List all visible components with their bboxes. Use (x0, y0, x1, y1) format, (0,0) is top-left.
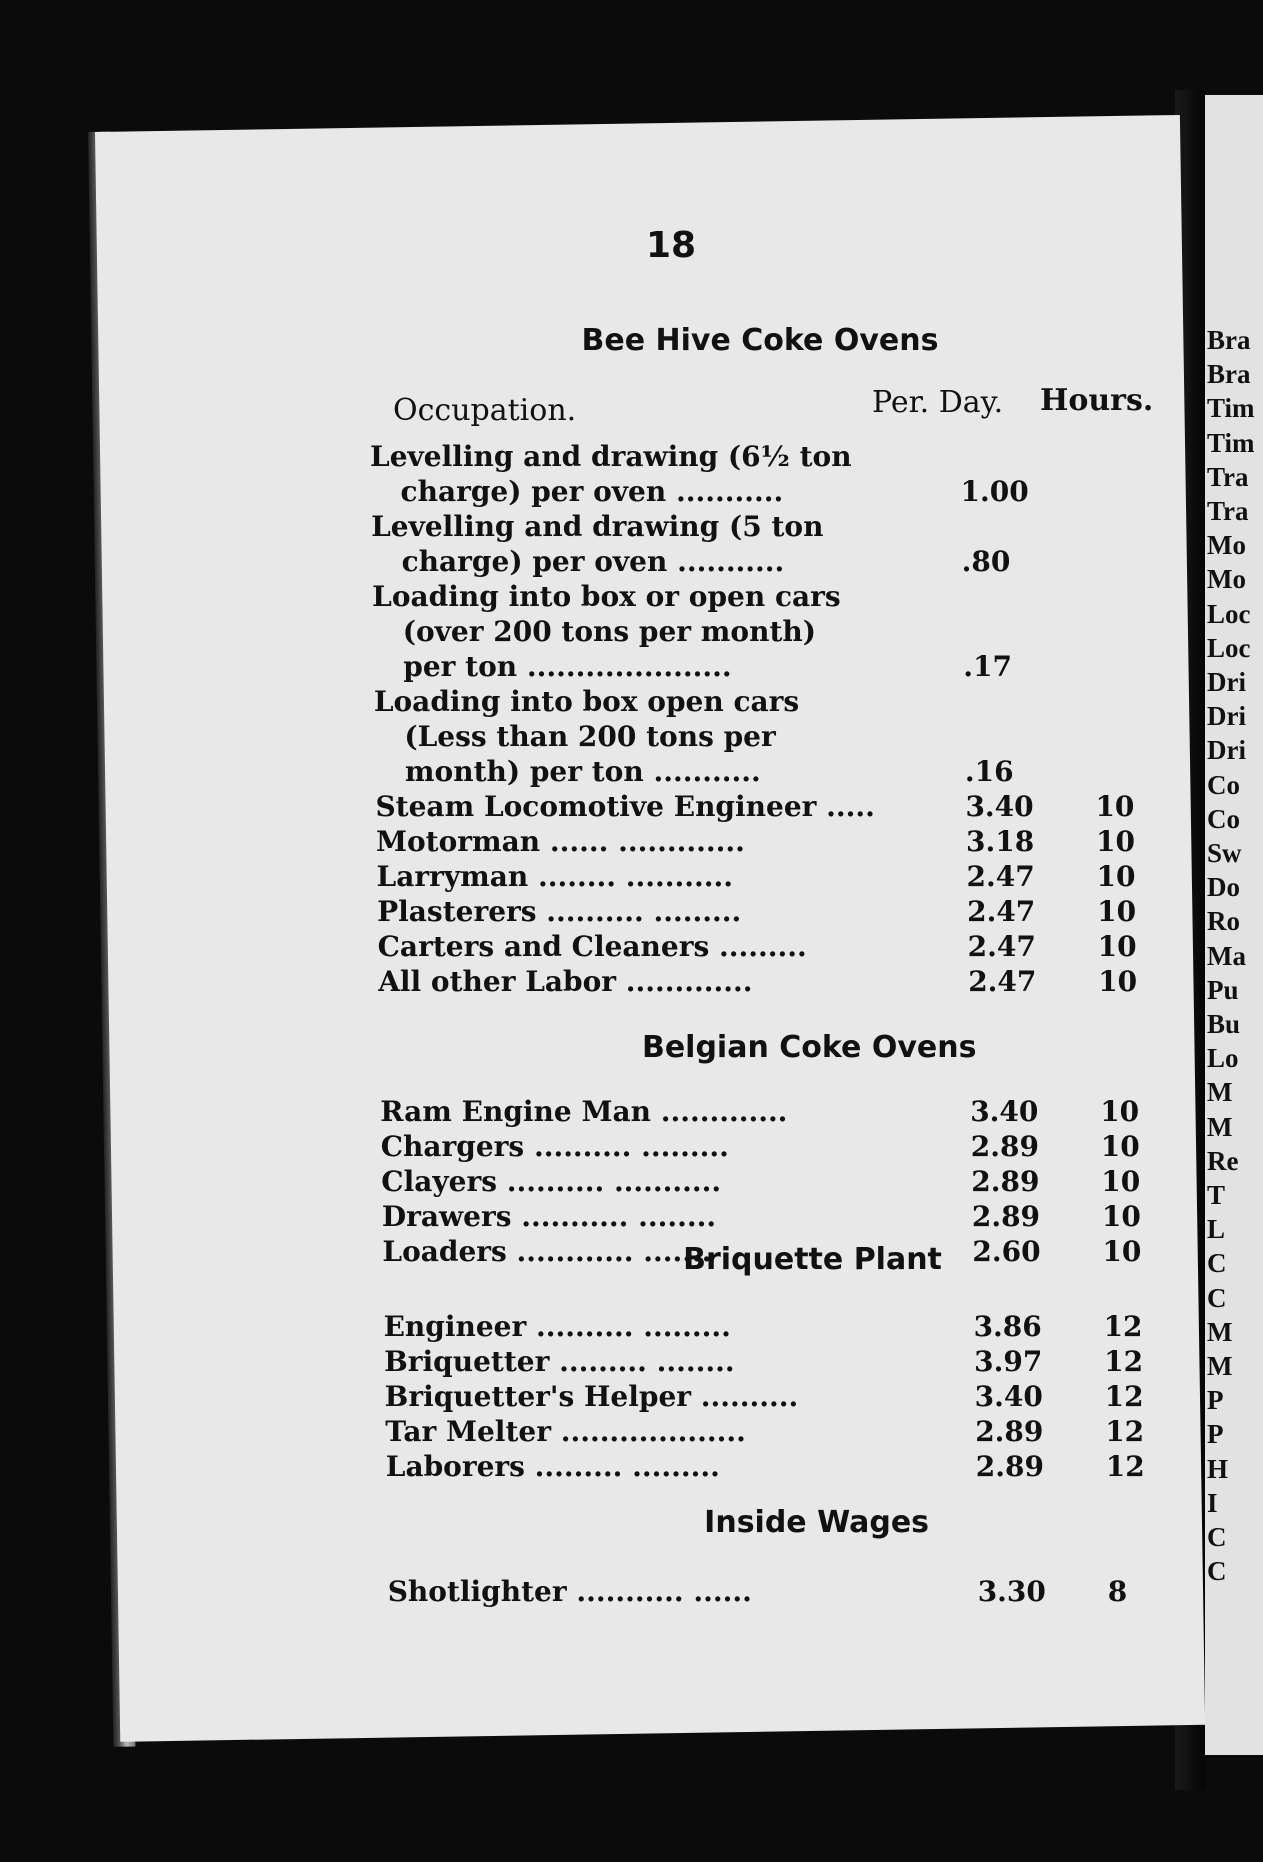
table-row (403, 650, 1203, 684)
table-row (378, 930, 1178, 964)
occupation-label: Tar Melter ................... (385, 1415, 746, 1448)
table-row (381, 1165, 1181, 1199)
rate-per-day: 2.47 (967, 930, 1036, 963)
table-row (381, 1130, 1181, 1164)
rate-per-day: 3.97 (974, 1345, 1043, 1378)
column-header-occupation: Occupation. (393, 393, 577, 428)
rate-per-day: 2.89 (975, 1450, 1044, 1483)
table-row (401, 475, 1201, 509)
facing-page-fragment: Loc (1207, 598, 1251, 629)
occupation-label: Clayers .......... ........... (381, 1165, 722, 1198)
table-row (385, 1380, 1185, 1414)
hours-per-day: 10 (1097, 895, 1137, 928)
occupation-label: Motorman ...... ............. (376, 825, 745, 858)
section-title: Inside Wages (704, 1505, 930, 1540)
facing-page-fragment: Mo (1207, 564, 1246, 595)
occupation-label: Carters and Cleaners ......... (377, 930, 807, 963)
facing-page-fragment: M (1207, 1316, 1233, 1347)
hours-per-day: 10 (1101, 1200, 1141, 1233)
page-number: 18 (645, 225, 697, 266)
hours-per-day: 10 (1098, 965, 1138, 998)
table-row (403, 615, 1203, 649)
rate-per-day: 3.18 (966, 825, 1035, 858)
facing-page-fragment: Sw (1207, 838, 1242, 868)
occupation-label: month) per ton ........... (404, 755, 761, 788)
table-row (405, 755, 1205, 789)
occupation-label: charge) per oven ........... (401, 545, 785, 578)
hours-per-day: 10 (1095, 790, 1135, 823)
facing-page-fragment: Loc (1207, 632, 1251, 663)
table-row (372, 580, 1172, 614)
facing-page-fragment: Dri (1207, 735, 1246, 766)
table-row (404, 720, 1204, 754)
facing-page-fragment: H (1207, 1453, 1229, 1484)
occupation-label: Drawers ........... ........ (381, 1200, 717, 1233)
occupation-label: Loaders ............ ....... (382, 1235, 712, 1268)
occupation-label: Loading into box or open cars (372, 580, 841, 613)
facing-page-fragment: M (1207, 1111, 1233, 1142)
facing-page-fragment: Co (1207, 803, 1240, 834)
occupation-label: Briquetter's Helper .......... (384, 1380, 799, 1413)
facing-page-fragment: C (1207, 1248, 1227, 1279)
rate-per-day: 2.47 (967, 895, 1036, 928)
rate-per-day: 3.40 (970, 1095, 1039, 1128)
facing-page-fragment: Bu (1207, 1009, 1241, 1039)
facing-page-fragment: C (1207, 1522, 1227, 1552)
occupation-label: Briquetter ......... ........ (384, 1345, 735, 1378)
occupation-label: per ton ..................... (403, 650, 732, 683)
rate-per-day: 2.89 (971, 1200, 1041, 1233)
hours-per-day: 8 (1107, 1575, 1128, 1608)
facing-page-fragment: P (1207, 1385, 1224, 1416)
table-row (380, 1095, 1180, 1129)
hours-per-day: 12 (1105, 1450, 1145, 1483)
table-row (377, 895, 1177, 929)
hours-per-day: 12 (1104, 1345, 1144, 1378)
rate-per-day: 2.89 (975, 1415, 1044, 1448)
facing-page-fragment: L (1207, 1214, 1226, 1245)
facing-page-fragment: Tim (1207, 393, 1255, 424)
hours-per-day: 10 (1097, 930, 1137, 963)
occupation-label: Chargers .......... ......... (380, 1130, 729, 1163)
table-row (388, 1575, 1188, 1609)
table-row (386, 1450, 1186, 1484)
table-row (384, 1345, 1184, 1379)
occupation-label: Ram Engine Man ............. (380, 1095, 788, 1128)
facing-page-fragment: Tim (1207, 427, 1255, 458)
facing-page-fragment: Tra (1207, 496, 1249, 526)
facing-page-fragment: C (1207, 1282, 1227, 1313)
occupation-label: Plasterers .......... ......... (377, 895, 742, 928)
rate-per-day: 2.60 (972, 1235, 1041, 1268)
occupation-label: Shotlighter ........... ...... (387, 1575, 752, 1608)
rate-per-day: .16 (964, 755, 1014, 788)
rate-per-day: 3.86 (973, 1310, 1042, 1343)
table-row (382, 1200, 1182, 1234)
hours-per-day: 10 (1101, 1165, 1141, 1198)
facing-page-fragment: Mo (1207, 530, 1246, 561)
occupation-label: All other Labor ............. (378, 965, 753, 998)
occupation-label: (Less than 200 tons per (404, 720, 776, 753)
facing-page-fragment: Ro (1207, 906, 1240, 937)
occupation-label: Steam Locomotive Engineer ..... (375, 790, 875, 823)
section-title: Briquette Plant (683, 1242, 942, 1277)
rate-per-day: .17 (963, 650, 1012, 683)
facing-page-fragment: Pu (1207, 974, 1239, 1005)
hours-per-day: 10 (1100, 1095, 1140, 1128)
facing-page-fragment: Co (1207, 769, 1240, 800)
table-row (377, 860, 1177, 894)
occupation-label: (over 200 tons per month) (402, 615, 816, 648)
facing-page-fragment: M (1207, 1077, 1233, 1108)
occupation-label: charge) per oven ........... (400, 475, 784, 508)
facing-page-fragment: Do (1207, 872, 1240, 903)
table-row (371, 510, 1171, 544)
rate-per-day: 2.47 (966, 860, 1035, 893)
facing-page-fragment: Lo (1207, 1043, 1239, 1074)
facing-page-fragment: M (1207, 1351, 1233, 1381)
rate-per-day: 1.00 (960, 475, 1029, 508)
table-row (385, 1415, 1185, 1449)
facing-page (1205, 95, 1263, 1755)
rate-per-day: 2.89 (970, 1130, 1039, 1163)
table-row (376, 825, 1176, 859)
facing-page-fragment: Dri (1207, 667, 1246, 697)
table-row (375, 790, 1175, 824)
table-row (374, 685, 1174, 719)
facing-page-fragment: C (1207, 1556, 1227, 1587)
rate-per-day: 3.40 (974, 1380, 1043, 1413)
hours-per-day: 12 (1104, 1380, 1144, 1413)
rate-per-day: 3.40 (965, 790, 1034, 823)
column-header-rate: Per. Day. (872, 385, 1004, 420)
facing-page-fragment: Re (1207, 1145, 1239, 1176)
hours-per-day: 12 (1105, 1415, 1145, 1448)
rate-per-day: 2.89 (971, 1165, 1040, 1198)
table-row (384, 1310, 1184, 1344)
occupation-label: Loading into box open cars (373, 685, 800, 718)
facing-page-fragment: T (1207, 1180, 1226, 1210)
facing-page-fragment: I (1207, 1487, 1218, 1518)
facing-page-fragment: Bra (1207, 325, 1251, 355)
table-row (370, 440, 1170, 474)
facing-page-fragment: Dri (1207, 701, 1246, 732)
column-header-hours: Hours. (1040, 383, 1154, 418)
hours-per-day: 10 (1096, 860, 1136, 893)
hours-per-day: 10 (1100, 1130, 1140, 1163)
facing-page-fragment: Ma (1207, 940, 1246, 971)
facing-page-fragment: P (1207, 1419, 1224, 1450)
occupation-label: Levelling and drawing (6½ ton (370, 440, 852, 473)
facing-page-fragment: Tra (1207, 461, 1249, 492)
section-title: Belgian Coke Ovens (641, 1030, 977, 1065)
occupation-label: Larryman ........ ........... (376, 860, 733, 893)
occupation-label: Engineer .......... ......... (383, 1310, 731, 1343)
rate-per-day: .80 (961, 545, 1011, 578)
table-row (378, 965, 1178, 999)
occupation-label: Laborers ......... ......... (385, 1450, 720, 1483)
section-title-bee-hive: Bee Hive Coke Ovens (581, 323, 939, 358)
rate-per-day: 3.30 (977, 1575, 1046, 1608)
facing-page-fragment: Bra (1207, 359, 1251, 390)
hours-per-day: 12 (1103, 1310, 1143, 1343)
hours-per-day: 10 (1102, 1235, 1142, 1268)
table-row (402, 545, 1202, 579)
occupation-label: Levelling and drawing (5 ton (371, 510, 824, 543)
hours-per-day: 10 (1096, 825, 1135, 858)
rate-per-day: 2.47 (968, 965, 1037, 998)
